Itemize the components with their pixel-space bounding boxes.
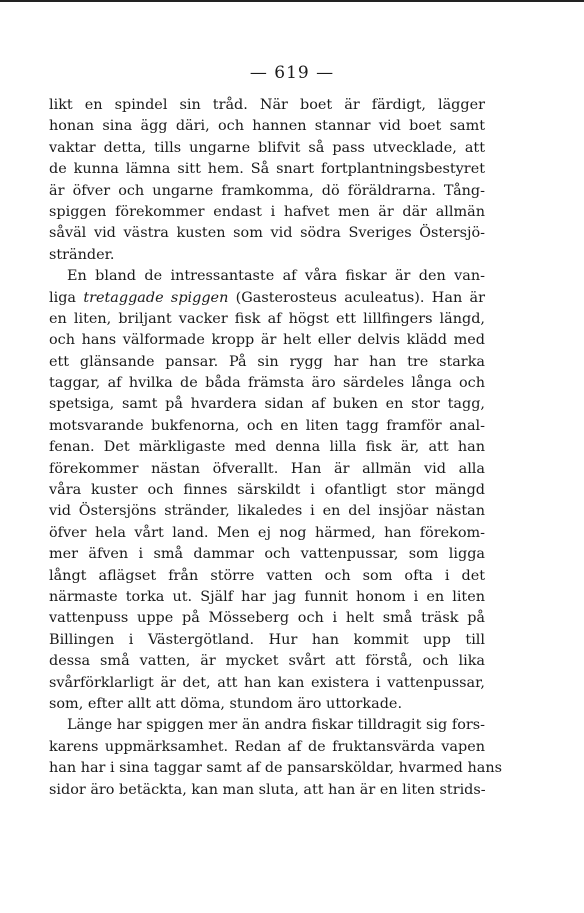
text-line: likt en spindel sin tråd. När boet är färdigt, lägger (49, 97, 485, 113)
text-line: vattenpuss uppe på Mösseberg och i helt små träsk på (49, 610, 485, 627)
text-line: våra kuster och finnes särskildt i ofantligt stor mängd (49, 482, 485, 499)
text-line: och hans välformade kropp är helt eller delvis klädd med (49, 332, 485, 349)
text-line: motsvarande bukfenorna, och en liten tagg framför anal- (49, 417, 485, 434)
text-line: vaktar detta, tills ungarne blifvit så pass utvecklade, att (49, 139, 485, 156)
text-line: Länge har spiggen mer än andra fiskar tilldragit sig fors- (67, 717, 485, 734)
text-line: dessa små vatten, är mycket svårt att förstå, och lika (49, 653, 485, 670)
text-line: taggar, af hvilka de båda främsta äro särdeles långa och (49, 375, 485, 392)
text-line: honan sina ägg däri, och hannen stannar vid boet samt (49, 118, 485, 135)
text-line: karens uppmärksamhet. Redan af de fruktansvärda vapen (49, 738, 485, 755)
text-line: han har i sina taggar samt af de pansarsköldar, hvarmed hans (49, 760, 502, 777)
text-line: stränder. (49, 246, 115, 263)
text-line: långt aflägset från större vatten och som ofta i det (49, 567, 485, 584)
text-line: sidor äro betäckta, kan man sluta, att han är en liten strids- (49, 781, 486, 798)
text-line: vid Östersjöns stränder, likaledes i en del insjöar nästan (49, 503, 485, 520)
text-line: spiggen förekommer endast i hafvet men är där allmän (49, 203, 485, 220)
text-line: såväl vid västra kusten som vid södra Sveriges Östersjö- (49, 225, 485, 242)
text-line: Billingen i Västergötland. Hur han kommit upp till (49, 631, 485, 648)
page-number: — 619 — (249, 63, 335, 83)
text-line (49, 288, 485, 309)
text-line: de kunna lämna sitt hem. Så snart fortplantningsbestyret (49, 161, 485, 178)
text-line: som, efter allt att döma, stundom äro uttorkade. (49, 695, 403, 712)
text-line: spetsiga, samt på hvardera sidan af buken en stor tagg, (49, 396, 485, 413)
text-line: svårförklarligt är det, att han kan existera i vattenpussar, (49, 674, 485, 691)
text-line: förekommer nästan öfverallt. Han är allmän vid alla (49, 460, 485, 477)
text-line: fenan. Det märkligaste med denna lilla fisk är, att han (49, 439, 485, 456)
text-line: En bland de intressantaste af våra fiskar är den van- (67, 268, 485, 285)
text-line: mer äfven i små dammar och vattenpussar, som ligga (49, 546, 485, 563)
text-segment: liga (49, 289, 84, 306)
body-text (49, 95, 502, 801)
text-line: ett glänsande pansar. På sin rygg har han tre starka (49, 353, 485, 370)
text-line: är öfver och ungarne framkomma, dö föräldrarna. Tång- (49, 182, 485, 199)
top-rule (0, 0, 584, 2)
text-line: en liten, briljant vacker fisk af högst ett lillfingers längd, (49, 310, 485, 327)
species-name: tretaggade spiggen (83, 289, 229, 306)
text-line: närmaste torka ut. Själf har jag funnit honom i en liten (49, 588, 485, 605)
text-line: öfver hela vårt land. Men ej nog härmed, han förekom- (49, 524, 485, 541)
text-segment: (Gasterosteus aculeatus). Han är (228, 289, 485, 306)
